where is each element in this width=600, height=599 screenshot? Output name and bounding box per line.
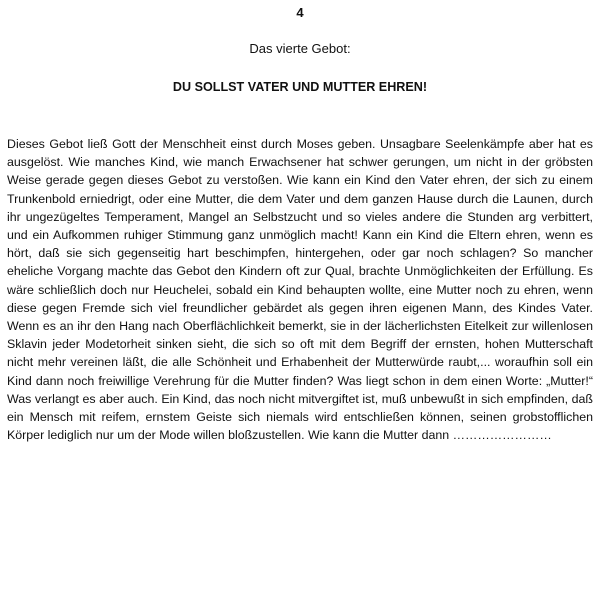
chapter-subtitle: Das vierte Gebot: — [249, 41, 351, 56]
chapter-heading: DU SOLLST VATER UND MUTTER EHREN! — [172, 80, 428, 94]
body-paragraph: Dieses Gebot ließ Gott der Menschheit einst durch Moses geben. Unsagbare Seelenkämpfe aber hat es ausgelöst. Wie manches Kind, wie manch Erwachsener hat schwer gerungen, um nicht in der gröbsten Weise gerade gegen dieses Gebot zu verstoßen. Wie kann ein Kind den Vater ehren, der sich zu einem Trunkenbold erniedrigt, oder eine Mutter, die dem Vater und dem ganzen Hause durch die Launen, durch ihr ungezügeltes Temperament, Mangel an Selbstzucht und so vieles andere die Stunden arg verbittert, und ein Aufkommen ruhiger Stimmung ganz unmöglich macht! Kann ein Kind die Eltern ehren, wenn es hört, daß sie sich gegenseitig hart beschimpfen, hintergehen, oder gar noch schlagen? So mancher eheliche Vorgang machte das Gebot den Kindern oft zur Qual, brachte Unmöglichkeiten der Erfüllung. Es wäre schließlich doch nur Heuchelei, sobald ein Kind behaupten wollte, eine Mutter noch zu ehren, wenn diese gegen Fremde sich viel freundlicher gebärdet als gegen ihren eigenen Mann, des Kindes Vater. Wenn es an ihr den Hang nach Oberflächlichkeit bemerkt, sie in der lächerlichsten Eitelkeit zur willenlosen Sklavin jeder Modetorheit sinken sieht, die sich so oft mit dem Begriff der ernsten, hohen Mutterschaft nicht mehr vereinen läßt, die alle Schönheit und Erhabenheit der Mutterwürde raubt,... woraufhin soll ein Kind dann noch freiwillige Verehrung für die Mutter finden? Was liegt schon in dem einen Worte: „Mutter!“ Was verlangt es aber auch. Ein Kind, das noch nicht mitvergiftet ist, muß unbewußt in sich empfinden, daß ein Mensch mit reifem, ernstem Geiste sich niemals wird entschließen können, seinen grobstofflichen Körper lediglich nur um der Mode willen bloßzustellen. Wie kann die Mutter dann …………………… — [7, 137, 593, 443]
page-number: 4 — [296, 5, 304, 20]
